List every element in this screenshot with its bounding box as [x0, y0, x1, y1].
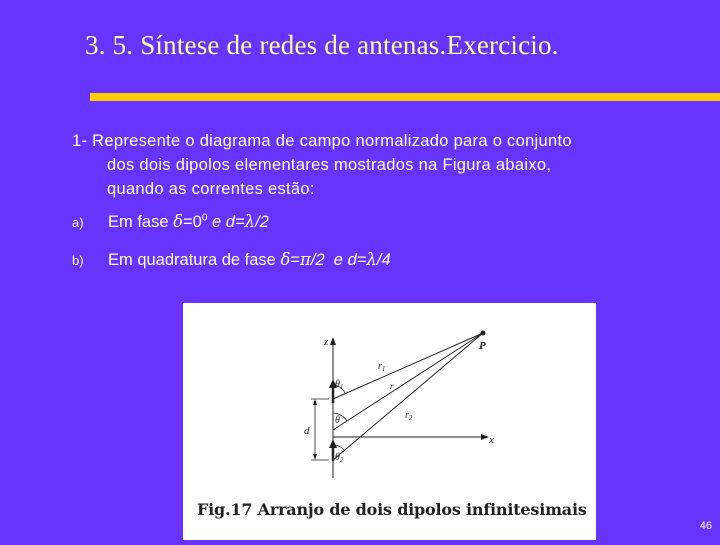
x-label: x — [489, 434, 494, 446]
item-text: Em quadratura de fase — [108, 251, 281, 269]
theta1-label: $\theta_1$ — [335, 379, 344, 391]
theta2-label: $\theta_2$ — [335, 452, 344, 464]
theta-label: θ — [335, 415, 340, 426]
delta-symbol: δ — [280, 250, 291, 269]
z-label: z — [324, 336, 329, 348]
item-text: Em fase — [108, 213, 174, 231]
page-number: 46 — [699, 520, 712, 532]
point-p — [481, 331, 486, 336]
lambda-symbol: λ — [244, 212, 256, 231]
exercise-statement — [72, 129, 692, 201]
figure-caption: Fig.17 Arranjo de dois dipolos infinitesimais — [197, 500, 587, 519]
ray-r1 — [333, 333, 483, 399]
pi-symbol: π — [300, 250, 311, 269]
statement-line-3: quando as correntes estão: — [107, 180, 315, 198]
slide-title: 3. 5. Síntese de redes de antenas.Exercicio. — [85, 30, 559, 60]
statement-line-1: 1- Represente o diagrama de campo normalizado para o conjunto — [72, 132, 572, 150]
ray-r2 — [333, 333, 483, 460]
item-mid: /2 e d= — [310, 251, 367, 269]
r-label: r — [390, 381, 394, 391]
z-axis-arrow — [330, 337, 336, 345]
d-arrow-bottom — [313, 454, 317, 460]
dipole-array-figure — [183, 303, 596, 540]
p-label: P — [479, 340, 486, 352]
item-eq: = — [290, 251, 301, 269]
item-marker: b) — [72, 253, 84, 268]
list-item-a — [72, 212, 269, 232]
item-tail: /2 — [255, 213, 269, 231]
title-underline-bar — [90, 93, 720, 101]
item-tail: /4 — [376, 251, 391, 269]
lambda-symbol: λ — [366, 250, 377, 269]
d-arrow-top — [313, 399, 317, 405]
item-eq: =0 — [183, 213, 202, 231]
list-item-b — [72, 250, 391, 270]
statement-line-2: dos dois dipolos elementares mostrados na Figura abaixo, — [107, 156, 552, 174]
r2-label: $r_2$ — [405, 410, 413, 422]
r1-label: $r_1$ — [378, 361, 386, 373]
lower-dipole-arrow — [329, 439, 337, 448]
item-marker: a) — [72, 215, 84, 230]
x-axis-arrow — [481, 434, 489, 440]
d-label: d — [304, 425, 310, 437]
degree-superscript: 0 — [201, 212, 208, 224]
item-rest: e d= — [207, 213, 245, 231]
delta-symbol: δ — [173, 212, 184, 231]
